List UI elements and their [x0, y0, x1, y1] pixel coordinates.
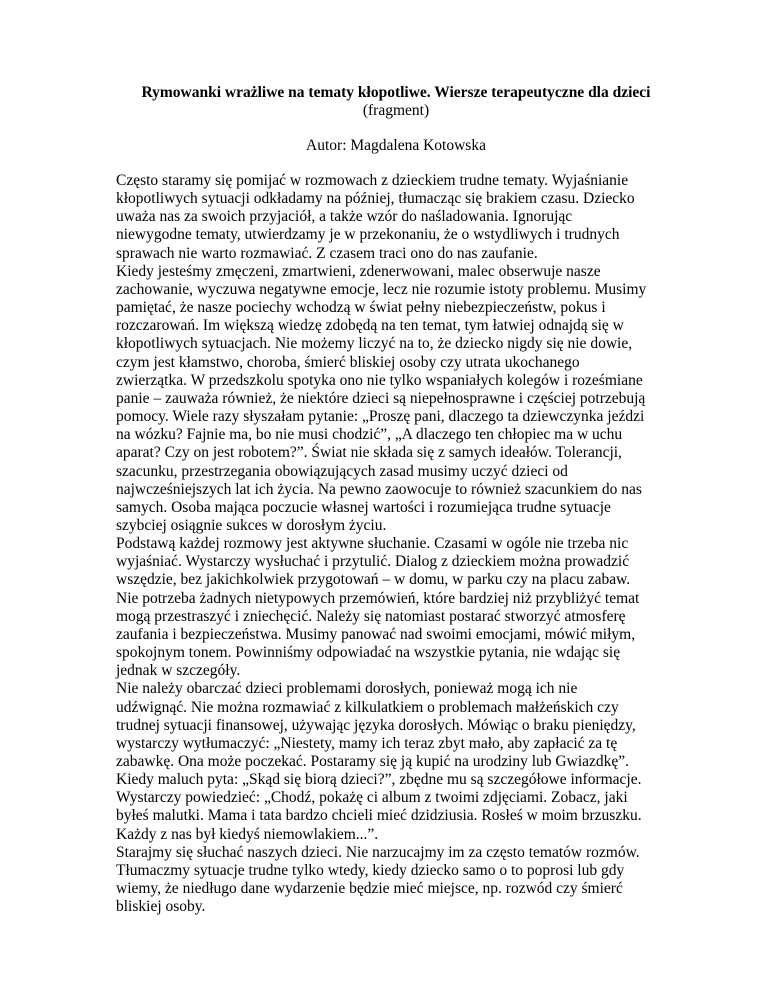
body-text-line: szybciej osiągnie sukces w dorosłym życiu.	[116, 516, 387, 534]
body-text-line: bliskiej osoby.	[116, 898, 206, 916]
body-text-line: Każdy z nas był kiedyś niemowlakiem...”.	[116, 825, 379, 843]
body-text-line: najwcześniejszych lat ich życia. Na pewno zaowocuje to również szacunkiem do nas	[116, 480, 642, 498]
body-text-line: kłopotliwych sytuacjach. Nie możemy liczyć na to, że dziecko nigdy się nie dowie,	[116, 335, 633, 353]
body-text-line: wiemy, że niedługo dane wydarzenie będzie mieć miejsce, np. rozwód czy śmierć	[116, 880, 623, 898]
body-text-line: Podstawą każdej rozmowy jest aktywne słuchanie. Czasami w ogóle nie trzeba nic	[116, 535, 629, 553]
body-text-line: jednak w szczegóły.	[116, 662, 241, 680]
body-text-line: Często staramy się pomijać w rozmowach z dzieckiem trudne tematy. Wyjaśnianie	[116, 172, 629, 189]
body-text-line: panie – zauważa również, że niektóre dzieci są niepełnosprawne i częściej potrzebują	[116, 389, 646, 407]
body-text-line: wystarczy wytłumaczyć: „Niestety, mamy ich teraz zbyt mało, aby zapłacić za tę	[116, 734, 618, 752]
body-text-line: samych. Osoba mająca poczucie własnej wartości i rozumiejąca trudne sytuacje	[116, 498, 611, 516]
document-body	[116, 172, 676, 916]
body-text-line: na wózku? Fajnie ma, bo nie musi chodzić”, „A dlaczego ten chłopiec ma w uchu	[116, 426, 623, 444]
body-text-line: rozczarowań. Im większą wiedzę zdobędą na ten temat, tym łatwiej odnajdą się w	[116, 317, 624, 335]
body-text-line: wyjaśniać. Wystarczy wysłuchać i przytulić. Dialog z dzieckiem można prowadzić	[116, 553, 630, 571]
document-page	[116, 84, 676, 916]
body-text-line: Kiedy jesteśmy zmęczeni, zmartwieni, zdenerwowani, malec obserwuje nasze	[116, 262, 601, 280]
body-text-line: zwierzątka. W przedszkolu spotyka ono nie tylko wspaniałych kolegów i roześmiane	[116, 371, 643, 389]
body-text-line: spokojnym tonem. Powinniśmy odpowiadać na wszystkie pytania, nie wdając się	[116, 644, 621, 662]
document-subtitle: (fragment)	[362, 102, 430, 119]
body-text-line: pamiętać, że nasze pociechy wchodzą w świat pełny niebezpieczeństw, pokus i	[116, 299, 606, 317]
body-text-line: byłeś malutki. Mama i tata bardzo chcieli mieć dzidziusia. Rosłeś w moim brzuszku.	[116, 807, 642, 825]
body-text-line: Starajmy się słuchać naszych dzieci. Nie narzucajmy im za często tematów rozmów.	[116, 843, 640, 861]
body-text-line: zachowanie, wyczuwa negatywne emocje, lecz nie rozumie istoty problemu. Musimy	[116, 280, 647, 298]
body-text-line: Kiedy maluch pyta: „Skąd się biorą dzieci?”, zbędne mu są szczegółowe informacje.	[116, 771, 642, 789]
body-text-line: pomocy. Wiele razy słyszałam pytanie: „Proszę pani, dlaczego ta dziewczynka jeździ	[116, 408, 645, 426]
body-text-line: aparat? Czy on jest robotem?”. Świat nie składa się z samych ideałów. Tolerancji,	[116, 444, 622, 462]
body-text-line: udźwignąć. Nie można rozmawiać z kilkulatkiem o problemach małżeńskich czy	[116, 698, 619, 716]
body-text-line: niewygodne tematy, utwierdzamy je w przekonaniu, że o wstydliwych i trudnych	[116, 226, 620, 244]
document-author: Autor: Magdalena Kotowska	[306, 137, 486, 154]
body-text-line: Nie potrzeba żadnych nietypowych przemówień, które bardziej niż przybliżyć temat	[116, 589, 640, 607]
body-text-line: trudnej sytuacji finansowej, używając języka dorosłych. Mówiąc o braku pieniędzy,	[116, 716, 636, 734]
body-text-line: Nie należy obarczać dzieci problemami dorosłych, ponieważ mogą ich nie	[116, 680, 578, 698]
body-text-line: Wystarczy powiedzieć: „Chodź, pokażę ci album z twoimi zdjęciami. Zobacz, jaki	[116, 789, 628, 807]
body-text-line: czym jest kłamstwo, choroba, śmierć bliskiej osoby czy utrata ukochanego	[116, 353, 580, 371]
document-title: Rymowanki wrażliwe na tematy kłopotliwe. Wiersze terapeutyczne dla dzieci	[141, 84, 651, 101]
body-text-line: Tłumaczmy sytuacje trudne tylko wtedy, kiedy dziecko samo o to poprosi lub gdy	[116, 861, 625, 879]
body-text-line: wszędzie, bez jakichkolwiek przygotowań – w domu, w parku czy na placu zabaw.	[116, 571, 631, 589]
body-text-line: uważa nas za swoich przyjaciół, a także wzór do naśladowania. Ignorując	[116, 208, 573, 226]
body-text-line: sprawach nie warto rozmawiać. Z czasem traci ono do nas zaufanie.	[116, 244, 538, 262]
body-text-line: mogą przestraszyć i zniechęcić. Należy się natomiast postarać stworzyć atmosferę	[116, 607, 626, 625]
body-text-line: szacunku, przestrzegania obowiązujących zasad musimy uczyć dzieci od	[116, 462, 568, 480]
body-text-line: kłopotliwych sytuacji odkładamy na później, tłumacząc się brakiem czasu. Dziecko	[116, 190, 635, 208]
body-text-line: zabawkę. Ona może poczekać. Postaramy się ją kupić na urodziny lub Gwiazdkę”.	[116, 753, 630, 770]
body-text-line: zaufania i bezpieczeństwa. Musimy panować nad swoimi emocjami, mówić miłym,	[116, 625, 636, 643]
